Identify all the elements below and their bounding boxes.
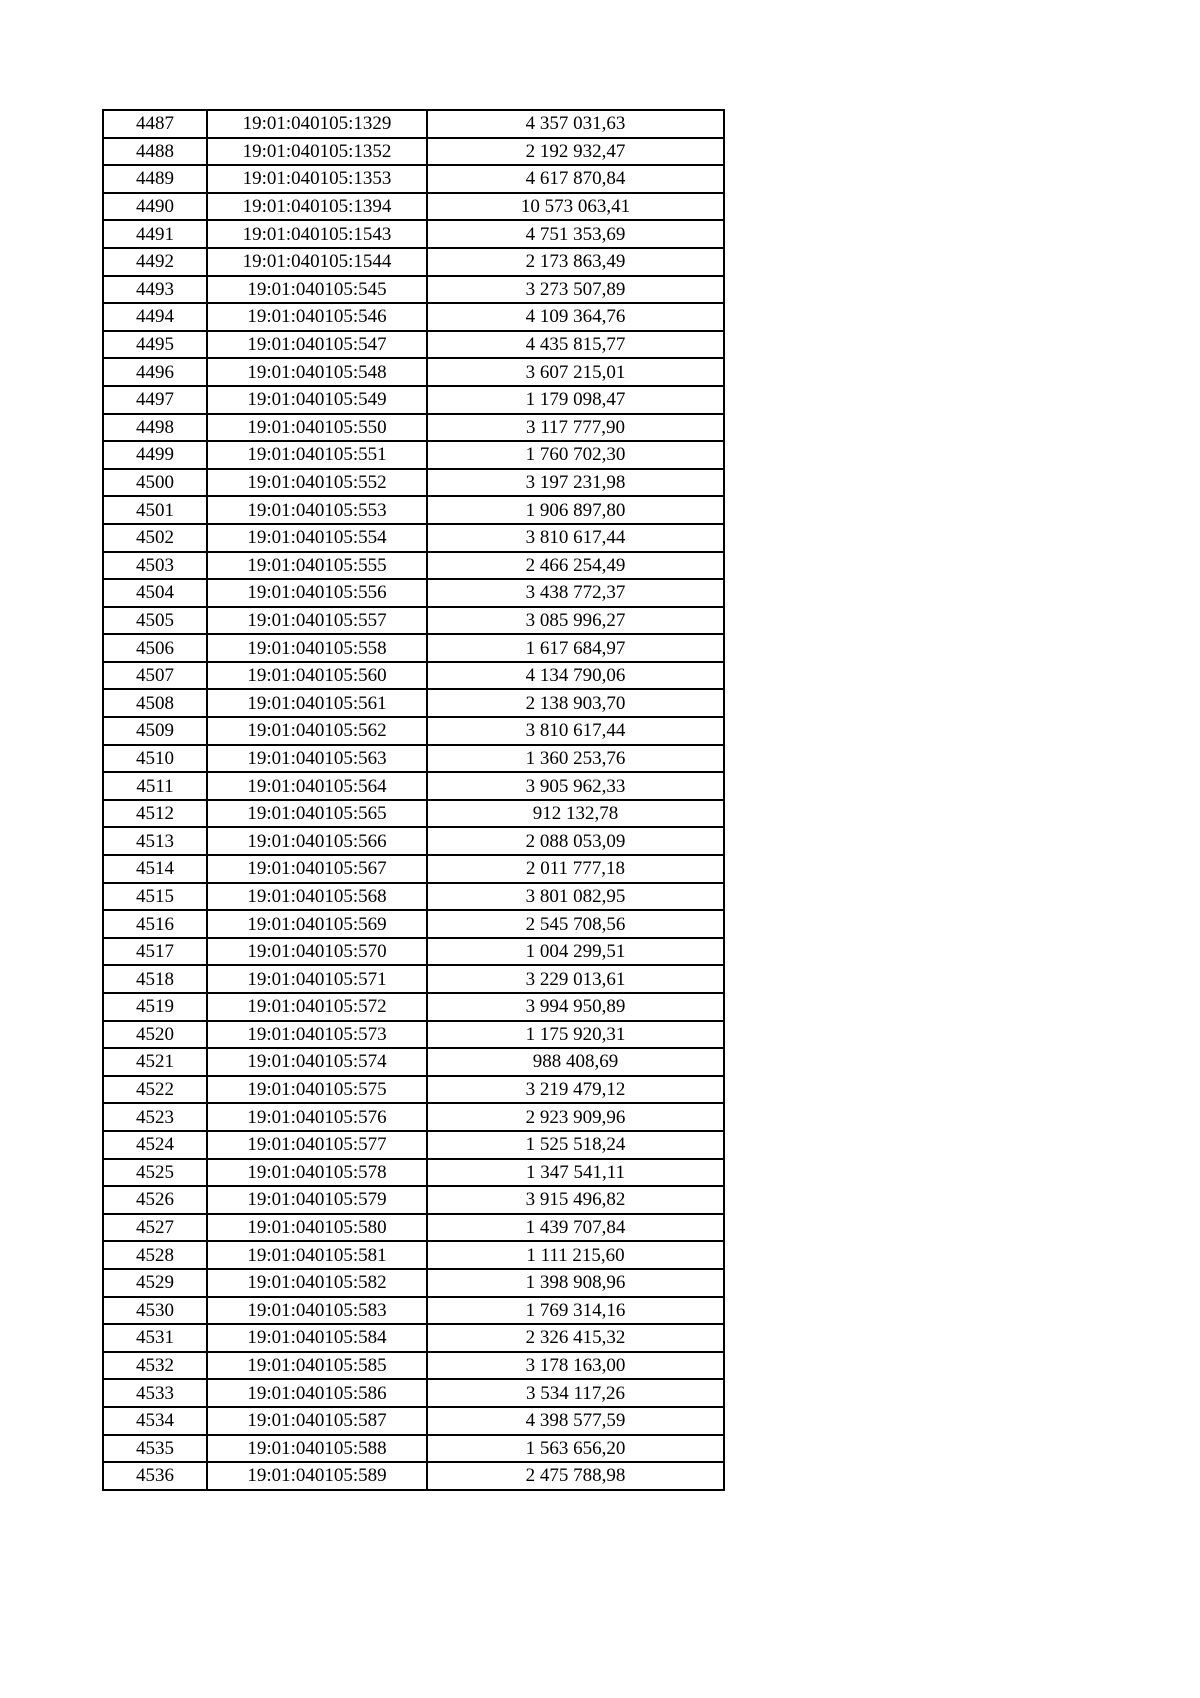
cadastral-number-cell: 19:01:040105:580 [207, 1214, 427, 1242]
cadastral-number-cell: 19:01:040105:1329 [207, 110, 427, 138]
value-cell: 4 617 870,84 [427, 165, 724, 193]
row-number-cell: 4497 [103, 386, 207, 414]
row-number-cell: 4489 [103, 165, 207, 193]
value-cell: 1 439 707,84 [427, 1214, 724, 1242]
table-row [103, 248, 724, 276]
value-cell: 1 347 541,11 [427, 1159, 724, 1187]
row-number-cell: 4534 [103, 1407, 207, 1435]
row-number-cell: 4509 [103, 717, 207, 745]
row-number-cell: 4498 [103, 414, 207, 442]
row-number-cell: 4536 [103, 1462, 207, 1490]
row-number-cell: 4501 [103, 496, 207, 524]
value-cell: 3 534 117,26 [427, 1379, 724, 1407]
table-row [103, 800, 724, 828]
row-number-cell: 4490 [103, 193, 207, 221]
cadastral-number-cell: 19:01:040105:574 [207, 1048, 427, 1076]
cadastral-number-cell: 19:01:040105:581 [207, 1241, 427, 1269]
value-cell: 2 326 415,32 [427, 1324, 724, 1352]
value-cell: 2 173 863,49 [427, 248, 724, 276]
cadastral-number-cell: 19:01:040105:561 [207, 689, 427, 717]
cadastral-number-cell: 19:01:040105:551 [207, 441, 427, 469]
cadastral-number-cell: 19:01:040105:589 [207, 1462, 427, 1490]
table-row [103, 110, 724, 138]
cadastral-number-cell: 19:01:040105:579 [207, 1186, 427, 1214]
cadastral-number-cell: 19:01:040105:567 [207, 855, 427, 883]
row-number-cell: 4531 [103, 1324, 207, 1352]
table-row [103, 745, 724, 773]
table-row [103, 607, 724, 635]
value-cell: 3 915 496,82 [427, 1186, 724, 1214]
value-cell: 4 357 031,63 [427, 110, 724, 138]
value-cell: 1 004 299,51 [427, 938, 724, 966]
cadastral-number-cell: 19:01:040105:554 [207, 524, 427, 552]
value-cell: 4 435 815,77 [427, 331, 724, 359]
row-number-cell: 4496 [103, 358, 207, 386]
table-row [103, 855, 724, 883]
value-cell: 3 273 507,89 [427, 276, 724, 304]
cadastral-number-cell: 19:01:040105:1353 [207, 165, 427, 193]
value-cell: 1 760 702,30 [427, 441, 724, 469]
value-cell: 2 138 903,70 [427, 689, 724, 717]
row-number-cell: 4519 [103, 993, 207, 1021]
table-row [103, 910, 724, 938]
cadastral-number-cell: 19:01:040105:547 [207, 331, 427, 359]
table-row [103, 1324, 724, 1352]
value-cell: 3 219 479,12 [427, 1076, 724, 1104]
table-row [103, 1131, 724, 1159]
table-body [103, 110, 724, 1490]
cadastral-number-cell: 19:01:040105:553 [207, 496, 427, 524]
table-row [103, 993, 724, 1021]
cadastral-number-cell: 19:01:040105:1544 [207, 248, 427, 276]
row-number-cell: 4535 [103, 1435, 207, 1463]
cadastral-number-cell: 19:01:040105:572 [207, 993, 427, 1021]
cadastral-number-cell: 19:01:040105:568 [207, 883, 427, 911]
row-number-cell: 4527 [103, 1214, 207, 1242]
row-number-cell: 4514 [103, 855, 207, 883]
value-cell: 3 810 617,44 [427, 717, 724, 745]
table-row [103, 1021, 724, 1049]
value-cell: 3 085 996,27 [427, 607, 724, 635]
value-cell: 988 408,69 [427, 1048, 724, 1076]
row-number-cell: 4526 [103, 1186, 207, 1214]
value-cell: 912 132,78 [427, 800, 724, 828]
table-row [103, 496, 724, 524]
cadastral-number-cell: 19:01:040105:558 [207, 634, 427, 662]
row-number-cell: 4504 [103, 579, 207, 607]
table-row [103, 965, 724, 993]
table-row [103, 1462, 724, 1490]
row-number-cell: 4506 [103, 634, 207, 662]
value-cell: 1 111 215,60 [427, 1241, 724, 1269]
cadastral-number-cell: 19:01:040105:562 [207, 717, 427, 745]
table-row [103, 662, 724, 690]
cadastral-number-cell: 19:01:040105:585 [207, 1352, 427, 1380]
cadastral-number-cell: 19:01:040105:555 [207, 552, 427, 580]
row-number-cell: 4518 [103, 965, 207, 993]
table-row [103, 331, 724, 359]
table-row [103, 220, 724, 248]
row-number-cell: 4525 [103, 1159, 207, 1187]
row-number-cell: 4523 [103, 1103, 207, 1131]
cadastral-number-cell: 19:01:040105:557 [207, 607, 427, 635]
row-number-cell: 4521 [103, 1048, 207, 1076]
value-cell: 2 466 254,49 [427, 552, 724, 580]
table-row [103, 1076, 724, 1104]
cadastral-number-cell: 19:01:040105:569 [207, 910, 427, 938]
value-cell: 2 545 708,56 [427, 910, 724, 938]
cadastral-number-cell: 19:01:040105:548 [207, 358, 427, 386]
table-row [103, 138, 724, 166]
table-row [103, 165, 724, 193]
cadastral-number-cell: 19:01:040105:575 [207, 1076, 427, 1104]
table-row [103, 303, 724, 331]
cadastral-number-cell: 19:01:040105:582 [207, 1269, 427, 1297]
value-cell: 2 475 788,98 [427, 1462, 724, 1490]
row-number-cell: 4492 [103, 248, 207, 276]
row-number-cell: 4508 [103, 689, 207, 717]
table-row [103, 883, 724, 911]
value-cell: 1 906 897,80 [427, 496, 724, 524]
table-row [103, 717, 724, 745]
table-row [103, 358, 724, 386]
row-number-cell: 4529 [103, 1269, 207, 1297]
cadastral-number-cell: 19:01:040105:556 [207, 579, 427, 607]
cadastral-number-cell: 19:01:040105:583 [207, 1297, 427, 1325]
value-cell: 3 197 231,98 [427, 469, 724, 497]
cadastral-number-cell: 19:01:040105:1352 [207, 138, 427, 166]
cadastral-number-cell: 19:01:040105:545 [207, 276, 427, 304]
row-number-cell: 4507 [103, 662, 207, 690]
value-cell: 4 751 353,69 [427, 220, 724, 248]
value-cell: 2 192 932,47 [427, 138, 724, 166]
table-row [103, 1159, 724, 1187]
table-row [103, 524, 724, 552]
table-row [103, 634, 724, 662]
value-cell: 1 525 518,24 [427, 1131, 724, 1159]
table-row [103, 1379, 724, 1407]
row-number-cell: 4511 [103, 772, 207, 800]
row-number-cell: 4493 [103, 276, 207, 304]
row-number-cell: 4522 [103, 1076, 207, 1104]
table-row [103, 1407, 724, 1435]
cadastral-number-cell: 19:01:040105:584 [207, 1324, 427, 1352]
row-number-cell: 4517 [103, 938, 207, 966]
table-row [103, 414, 724, 442]
cadastral-number-cell: 19:01:040105:546 [207, 303, 427, 331]
data-table [102, 109, 725, 1491]
value-cell: 2 011 777,18 [427, 855, 724, 883]
value-cell: 4 398 577,59 [427, 1407, 724, 1435]
row-number-cell: 4512 [103, 800, 207, 828]
cadastral-number-cell: 19:01:040105:1394 [207, 193, 427, 221]
table-row [103, 1269, 724, 1297]
value-cell: 3 810 617,44 [427, 524, 724, 552]
table-row [103, 579, 724, 607]
row-number-cell: 4532 [103, 1352, 207, 1380]
value-cell: 3 801 082,95 [427, 883, 724, 911]
value-cell: 2 923 909,96 [427, 1103, 724, 1131]
row-number-cell: 4516 [103, 910, 207, 938]
cadastral-number-cell: 19:01:040105:573 [207, 1021, 427, 1049]
table-row [103, 938, 724, 966]
table-row [103, 1214, 724, 1242]
cadastral-number-cell: 19:01:040105:549 [207, 386, 427, 414]
row-number-cell: 4515 [103, 883, 207, 911]
value-cell: 3 905 962,33 [427, 772, 724, 800]
cadastral-number-cell: 19:01:040105:578 [207, 1159, 427, 1187]
table-row [103, 1048, 724, 1076]
row-number-cell: 4503 [103, 552, 207, 580]
cadastral-number-cell: 19:01:040105:576 [207, 1103, 427, 1131]
row-number-cell: 4513 [103, 827, 207, 855]
table-row [103, 1186, 724, 1214]
table-row [103, 552, 724, 580]
value-cell: 4 109 364,76 [427, 303, 724, 331]
row-number-cell: 4488 [103, 138, 207, 166]
row-number-cell: 4502 [103, 524, 207, 552]
table-row [103, 469, 724, 497]
table-row [103, 772, 724, 800]
row-number-cell: 4520 [103, 1021, 207, 1049]
row-number-cell: 4494 [103, 303, 207, 331]
cadastral-number-cell: 19:01:040105:587 [207, 1407, 427, 1435]
row-number-cell: 4524 [103, 1131, 207, 1159]
value-cell: 1 398 908,96 [427, 1269, 724, 1297]
cadastral-number-cell: 19:01:040105:588 [207, 1435, 427, 1463]
table-row [103, 689, 724, 717]
cadastral-number-cell: 19:01:040105:560 [207, 662, 427, 690]
row-number-cell: 4533 [103, 1379, 207, 1407]
row-number-cell: 4505 [103, 607, 207, 635]
value-cell: 4 134 790,06 [427, 662, 724, 690]
cadastral-number-cell: 19:01:040105:552 [207, 469, 427, 497]
table-row [103, 441, 724, 469]
table-row [103, 276, 724, 304]
value-cell: 1 175 920,31 [427, 1021, 724, 1049]
row-number-cell: 4495 [103, 331, 207, 359]
table-row [103, 1435, 724, 1463]
cadastral-number-cell: 19:01:040105:566 [207, 827, 427, 855]
cadastral-number-cell: 19:01:040105:550 [207, 414, 427, 442]
value-cell: 1 769 314,16 [427, 1297, 724, 1325]
table-row [103, 1103, 724, 1131]
value-cell: 3 438 772,37 [427, 579, 724, 607]
value-cell: 3 229 013,61 [427, 965, 724, 993]
row-number-cell: 4530 [103, 1297, 207, 1325]
row-number-cell: 4500 [103, 469, 207, 497]
table-row [103, 1297, 724, 1325]
cadastral-number-cell: 19:01:040105:564 [207, 772, 427, 800]
row-number-cell: 4528 [103, 1241, 207, 1269]
value-cell: 3 178 163,00 [427, 1352, 724, 1380]
value-cell: 10 573 063,41 [427, 193, 724, 221]
cadastral-number-cell: 19:01:040105:563 [207, 745, 427, 773]
table-row [103, 1241, 724, 1269]
row-number-cell: 4487 [103, 110, 207, 138]
cadastral-number-cell: 19:01:040105:577 [207, 1131, 427, 1159]
value-cell: 3 994 950,89 [427, 993, 724, 1021]
value-cell: 3 117 777,90 [427, 414, 724, 442]
cadastral-number-cell: 19:01:040105:586 [207, 1379, 427, 1407]
row-number-cell: 4499 [103, 441, 207, 469]
value-cell: 1 563 656,20 [427, 1435, 724, 1463]
cadastral-number-cell: 19:01:040105:570 [207, 938, 427, 966]
value-cell: 3 607 215,01 [427, 358, 724, 386]
value-cell: 2 088 053,09 [427, 827, 724, 855]
cadastral-number-cell: 19:01:040105:565 [207, 800, 427, 828]
table-row [103, 827, 724, 855]
table-row [103, 1352, 724, 1380]
row-number-cell: 4510 [103, 745, 207, 773]
value-cell: 1 617 684,97 [427, 634, 724, 662]
cadastral-number-cell: 19:01:040105:571 [207, 965, 427, 993]
value-cell: 1 179 098,47 [427, 386, 724, 414]
table-row [103, 193, 724, 221]
value-cell: 1 360 253,76 [427, 745, 724, 773]
row-number-cell: 4491 [103, 220, 207, 248]
table-row [103, 386, 724, 414]
cadastral-number-cell: 19:01:040105:1543 [207, 220, 427, 248]
